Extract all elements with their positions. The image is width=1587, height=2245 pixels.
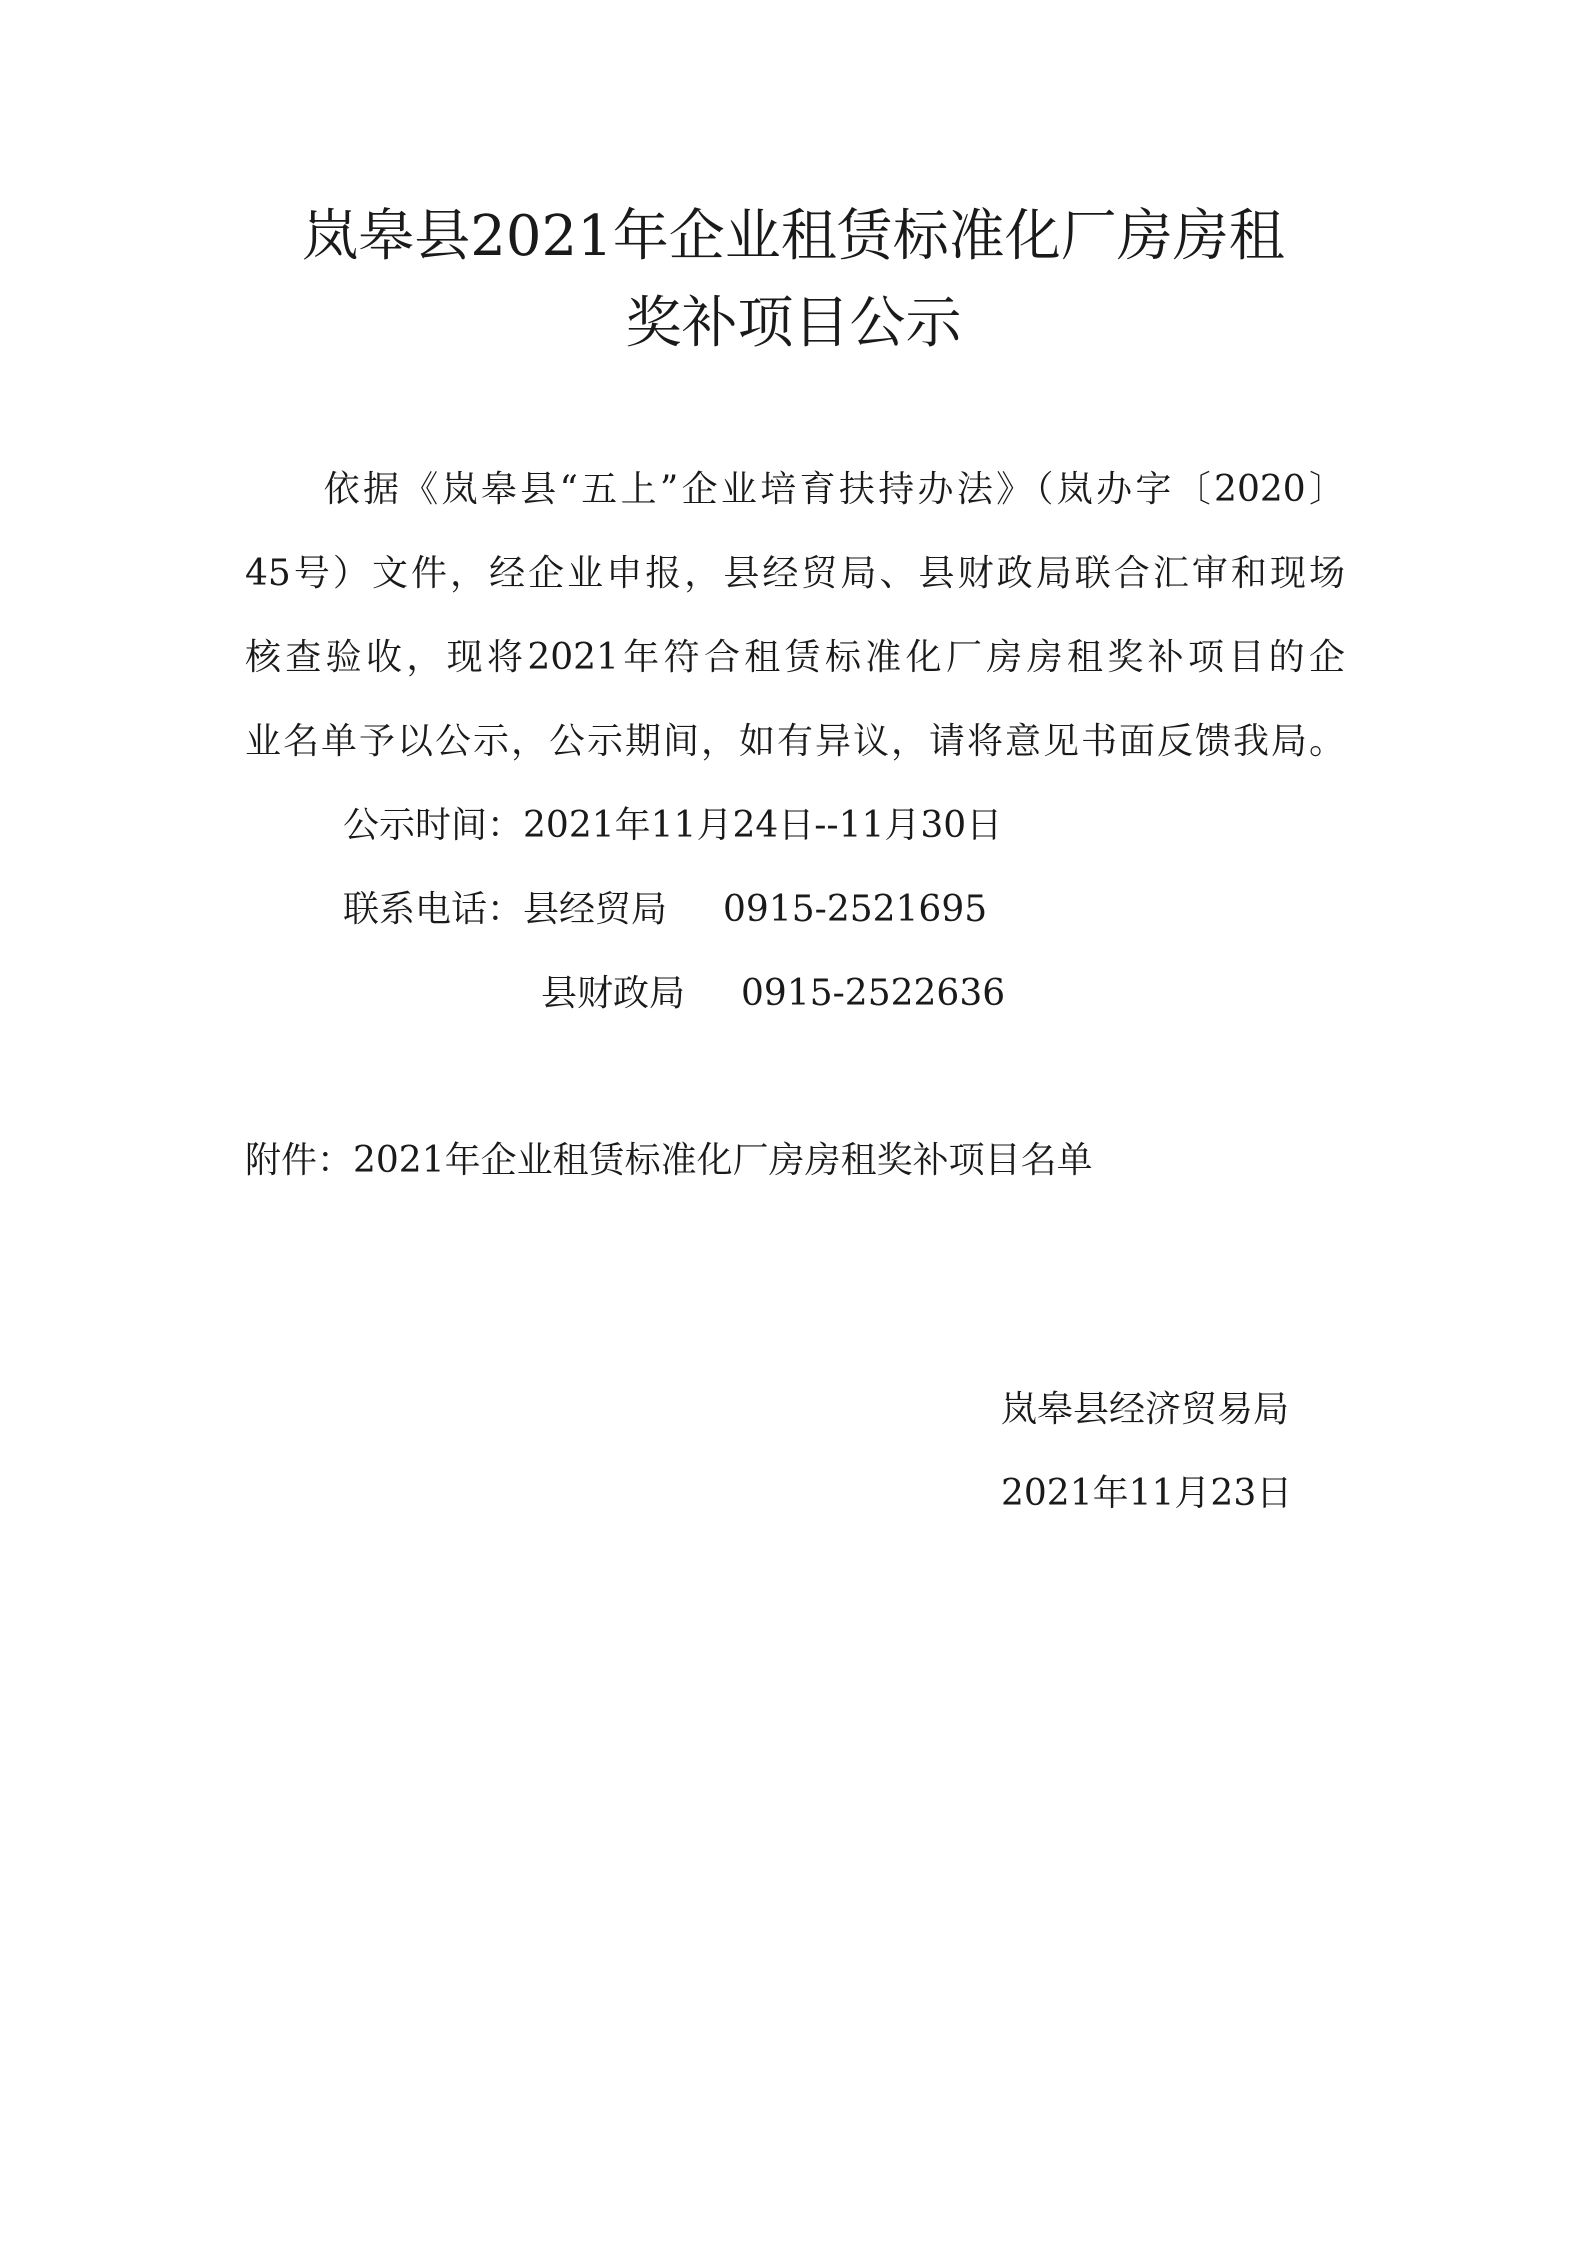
body-line-1: 依据《岚皋县“五上”企业培育扶持办法》（岚办字〔2020〕 — [245, 469, 1345, 510]
page-title-line2: 奖补项目公示 — [625, 291, 962, 356]
contact-dept: 县财政局 — [541, 973, 686, 1014]
issue-date: 2021年11月23日 — [1001, 1473, 1293, 1514]
contact-row-2 — [541, 969, 1005, 1019]
attachment-note: 附件：2021年企业租赁标准化厂房房租奖补项目名单 — [245, 1140, 1093, 1181]
body-line-4: 业名单予以公示，公示期间，如有异议，请将意见书面反馈我局。 — [245, 721, 1345, 762]
page-title-line1: 岚皋县2021年企业租赁标准化厂房房租 — [302, 204, 1285, 269]
contact-dept: 县经贸局 — [523, 889, 668, 930]
contact-label: 联系电话： — [343, 889, 524, 930]
contact-phone: 0915-2521695 — [723, 889, 988, 930]
notice-time-label: 公示时间： — [343, 805, 524, 846]
issuer: 岚皋县经济贸易局 — [1001, 1389, 1290, 1430]
notice-time — [343, 801, 1002, 851]
contact-row-1 — [343, 885, 987, 935]
contact-phone: 0915-2522636 — [741, 973, 1006, 1014]
notice-time-value: 2021年11月24日--11月30日 — [523, 805, 1003, 846]
body-line-3: 核查验收，现将2021年符合租赁标准化厂房房租奖补项目的企 — [245, 637, 1345, 678]
body-line-2: 45号）文件，经企业申报，县经贸局、县财政局联合汇审和现场 — [245, 553, 1345, 594]
